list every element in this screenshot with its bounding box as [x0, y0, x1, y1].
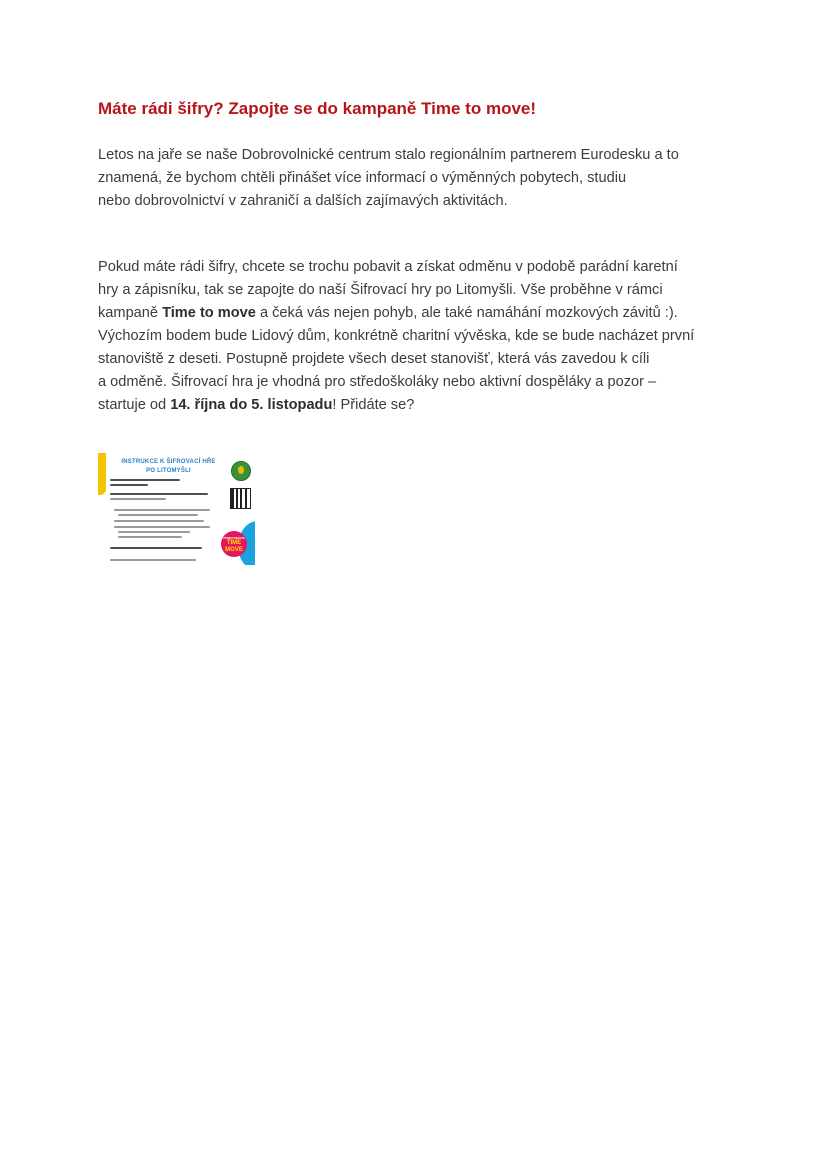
thumb-text-line — [114, 526, 210, 528]
article-heading: Máte rádi šifry? Zapojte se do kampaně Time to move! — [98, 99, 537, 118]
thumb-text-line — [110, 484, 148, 486]
thumbnail-title-line-1: INSTRUKCE K ŠIFROVACÍ HŘE — [121, 459, 216, 465]
intro-paragraph — [98, 144, 738, 213]
badge-hashtag: #TIMETOMOVE — [223, 536, 245, 540]
thumb-text-line — [114, 509, 210, 511]
game-line-7a: startuje od — [98, 397, 171, 413]
thumb-text-line — [114, 520, 204, 522]
game-line-1: Pokud máte rádi šifry, chcete se trochu pobavit a získat odměnu v podobě parádní karetní — [98, 259, 678, 275]
game-line-3c: a čeká vás nejen pohyb, ale také namáhání mozkových závitů :). — [255, 305, 678, 321]
instructions-thumbnail-image — [98, 453, 255, 565]
thumb-text-line — [110, 559, 196, 561]
game-line-4: Výchozím bodem bude Lidový dům, konkrétně charitní vývěska, kde se bude nacházet první — [98, 328, 695, 344]
date-range: 14. října do 5. listopadu — [170, 397, 333, 413]
intro-line-3: nebo dobrovolnictví v zahraničí a dalších zajímavých aktivitách. — [98, 193, 508, 209]
thumb-text-line — [118, 514, 198, 516]
thumb-text-line — [110, 498, 166, 500]
game-line-3a: kampaně — [98, 305, 163, 321]
thumbnail-title-line-2: PO LITOMYŠLI — [146, 468, 191, 474]
intro-line-1: Letos na jaře se naše Dobrovolnické centrum stalo regionálním partnerem Eurodesku a to — [98, 147, 679, 163]
thumb-text-line — [110, 493, 208, 495]
badge-line-1: TIME — [226, 540, 242, 546]
campaign-name: Time to move — [162, 305, 256, 321]
game-line-5: stanoviště z deseti. Postupně projdete všech deset stanovišť, která vás zavedou k cíli — [98, 351, 650, 367]
game-line-7c: ! Přidáte se? — [332, 397, 415, 413]
game-line-2: hry a zápisníku, tak se zapojte do naší Šifrovací hry po Litomyšli. Vše proběhne v rámci — [98, 282, 663, 298]
intro-line-2: znamená, že bychom chtěli přinášet více informací o výměnných pobytech, studiu — [98, 170, 627, 186]
time-to-move-badge — [221, 531, 247, 557]
thumb-text-line — [110, 547, 202, 549]
thumb-text-line — [118, 531, 190, 533]
game-line-6: a odměně. Šifrovací hra je vhodná pro středoškoláky nebo aktivní dospěláky a pozor – — [98, 374, 657, 390]
game-paragraph — [98, 256, 738, 417]
badge-line-2: MOVE — [225, 547, 243, 553]
thumb-text-line — [110, 479, 180, 481]
charity-logo-icon — [231, 461, 251, 481]
qr-code-icon — [231, 489, 250, 508]
thumb-text-line — [118, 536, 182, 538]
